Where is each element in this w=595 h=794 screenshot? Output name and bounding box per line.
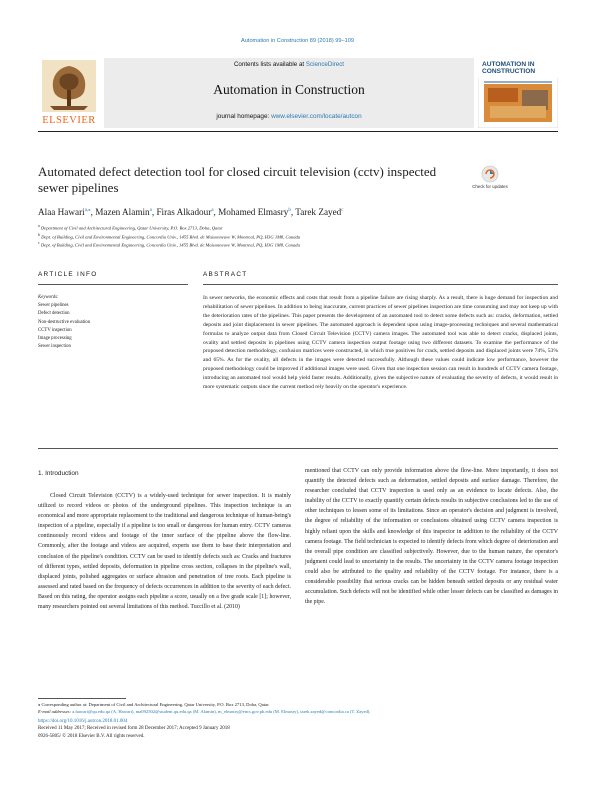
body-column-left: Closed Circuit Television (CCTV) is a widely-used technique for sewer inspection. It is mainly utilized to record videos or photos of the underground pipelines. This inspection technique is an economical and more appropriate replacement to the traditional and dangerous technique of human-being's inspection of a pipeline, especially if a pipeline is too small or dangerous for human entry. CCTV cameras continuously record videos and footage of the inner surface of the pipeline above the flow-line. Commonly, after the footage and videos are acquired, experts use them to base their interpretation and conclusion of the pipeline's condition. CCTV can be used to identify defects such as: Cracks and fractures of different types, settled deposits, deformation in pipeline cross section, collapses in the pipeline's wall, displaced joints, polished aggregates or surface abrasion and penetration of tree roots. Each pipeline is assessed and rated based on the frequency of defects occurrences in addition to the severity of each defect. Based on this rating, the operator assigns each pipeline a score, usually on a five grade scale [1]; however, many researchers pointed out several limitations of this method. Tuccillo et al. (2010) <box>38 493 291 611</box>
article-info-heading: ARTICLE INFO <box>38 271 98 278</box>
footnote <box>38 701 558 715</box>
author-marks[interactable]: c <box>341 208 344 213</box>
author-marks[interactable]: b <box>288 208 291 213</box>
keyword: Sewer pipelines <box>38 303 69 309</box>
contents-line <box>104 61 474 68</box>
footnote-rule <box>38 698 126 699</box>
doi-link[interactable]: https://doi.org/10.1016/j.autcon.2018.01.004 <box>38 719 128 724</box>
email-line <box>38 708 558 715</box>
keyword: Image processing <box>38 336 72 342</box>
abstract-text: In sewer networks, the economic effects and costs that result from a pipeline failure are rising sharply. As a result, there is huge demand for inspection and rehabilitation of sewer pipelines. In addition to being inaccurate, current practices of sewer pipelines inspection are time consuming and may not keep up with the deterioration rates of the pipelines. This paper presents the development of an automated tool to detect some defects such as: cracks, deformation, settled deposits and joint displacement in sewer pipelines. The automated approach is dependent upon using image-processing techniques and several mathematical formulas to analyze output data from Closed Circuit Television (CCTV) camera images. The automated tool was able to detect cracks, displaced joints, ovality and settled deposits in pipelines using CCTV camera inspection output footage using two different datasets. To examine the performance of the proposed detection methodology, confusion matrices were constructed, in which true positives for crack, settled deposits and displaced joints were 74%, 53% and 65%. As for the ovality, all defects in the images were detected successfully. Although these values could indicate low performance, however the proposed methodology could be improved if additional images were used. Given that one inspection session can result in hundreds of CCTV camera footage, introducing an automated tool would help yield faster results. Additionally, given the subjective nature of evaluating the severity of defects, it would result in more systematic outputs since the current method rely heavily on the operator's experience. <box>203 295 558 391</box>
homepage-label: journal homepage: <box>216 113 272 120</box>
affiliation-mark: c <box>38 241 40 245</box>
affiliation-text: Dept. of Building, Civil and Environmental Engineering, Concordia Univ., 1455 Blvd. de Maisonneuve W, Montreal, PQ, H3G 1M8, Canada <box>40 242 300 248</box>
body-column-right: mentioned that CCTV can only provide information above the flow-line. More importantly, it does not quantify the detected defects such as deformation, settled deposits and surface damage. Therefore, the researcher concluded that CCTV inspection is used only as an evidence to locate defects. Also, the inability of the CCTV to exactly quantify certain defects results in subjective conclusions led to the use of other techniques to lessen some of its limitations. Since an operator's decision and judgment is involved, the degree of reliability of the information or conclusions obtained using CCTV camera inspection is highly reliant upon the skills and knowledge of this inspector in addition to the reliability of the CCTV camera footage. The field technician is expected to identify defects from which degree of deterioration and the overall pipe condition are classified subjectively. However, due to the human nature, the operator's judgment could lead to uncertainty in the results. The uncertainty in the CCTV camera footage inspection could also be attributed to the quality and reliability of the CCTV footage. For instance, there is a considerable possibility that serious cracks can be hidden beneath settled deposits or any residual water accumulation. Such defects will not be identified while other lesser defects can be classified as damages in the pipe. <box>305 468 558 606</box>
cover-title-line2: CONSTRUCTION <box>482 68 536 76</box>
affiliation <box>38 224 558 231</box>
author[interactable]: Firas Alkadour <box>156 207 212 218</box>
author[interactable]: Alaa Hawari <box>38 207 85 218</box>
sciencedirect-link[interactable]: ScienceDirect <box>305 61 345 68</box>
author[interactable]: Mohamed Elmasry <box>218 207 289 218</box>
author[interactable]: Mazen Alamin <box>95 207 150 218</box>
keyword: Sewer inspection <box>38 344 71 350</box>
header-rule <box>38 131 558 132</box>
journal-title[interactable]: Automation in Construction <box>213 82 365 97</box>
author-list: Alaa Hawari$^{a,⁎}$, Mazen Alamin$^a$, Firas Alkadour$^a$, Mohamed Elmasry$^b$, Tarek Zayed$^c$ <box>38 207 344 218</box>
journal-citation[interactable]: Automation in Construction 89 (2018) 99–109 <box>241 38 354 44</box>
cover-title-line1: AUTOMATION IN <box>482 61 535 68</box>
abstract-heading: ABSTRACT <box>203 271 248 278</box>
journal-header <box>104 58 474 128</box>
article-history: Received 11 May 2017; Received in revised form 28 December 2017; Accepted 9 January 2018 <box>38 726 230 732</box>
keywords-label: Keywords: <box>38 295 59 300</box>
article-metadata <box>38 718 558 740</box>
affiliation <box>38 241 558 248</box>
abstract-bottom-rule <box>38 448 558 449</box>
keyword: CCTV inspection <box>38 327 72 333</box>
keyword: Defect detection <box>38 311 70 317</box>
elsevier-logo[interactable] <box>38 58 100 128</box>
copyright: 0926-5805/ © 2018 Elsevier B.V. All rights reserved. <box>38 733 145 739</box>
homepage-link[interactable]: www.elsevier.com/locate/autcon <box>271 113 362 120</box>
check-updates-icon <box>472 164 508 196</box>
cover-title <box>482 61 535 76</box>
affiliation <box>38 233 558 240</box>
corresponding-author-note: ⁎ Corresponding author at: Department of Civil and Architectural Engineering, Qatar University, P.O. Box 2713, Doha, Qatar. <box>38 702 270 707</box>
check-for-updates-badge[interactable] <box>472 164 508 196</box>
abstract-rule <box>203 284 558 285</box>
author-marks[interactable]: a <box>149 208 152 213</box>
email-addresses[interactable]: a.hawari@qu.edu.qa (A. Hawari), ma092502@student.qu.edu.qa (M. Alamin), m_elmasry@encs.gov.ph.edu (M. Elmasry), tarek.zayed@concordia.ca (T. Zayed). <box>72 709 371 714</box>
affiliation-text: Dept. of Building, Civil and Environmental Engineering, Concordia Univ., 1455 Blvd. de Maisonneuve W, Montreal, PQ, H3G 1M8, Canada <box>41 234 301 240</box>
email-label: E-mail addresses: <box>38 709 73 714</box>
article-title: Automated defect detection tool for closed circuit television (cctv) inspected sewer pipelines <box>38 164 437 195</box>
publisher-wordmark: ELSEVIER <box>42 115 96 126</box>
author[interactable]: Tarek Zayed <box>295 207 342 218</box>
contents-prefix: Contents lists available at <box>233 61 306 68</box>
keywords-block <box>38 294 188 351</box>
section-heading: 1. Introduction <box>38 470 79 477</box>
article-info-rule <box>38 284 188 285</box>
affiliation-mark: b <box>38 233 40 237</box>
keyword: Non-destructive evaluation <box>38 319 91 325</box>
affiliation-text: Department of Civil and Architectural Engineering, Qatar University, P.O. Box 2713, Doha, Qatar <box>40 225 223 231</box>
journal-cover[interactable] <box>478 58 558 128</box>
affiliation-mark: a <box>38 224 40 228</box>
author-marks[interactable]: a,⁎ <box>84 208 91 213</box>
check-updates-label: Check for updates <box>472 184 508 189</box>
author-marks[interactable]: a <box>211 208 214 213</box>
journal-homepage <box>104 113 474 120</box>
